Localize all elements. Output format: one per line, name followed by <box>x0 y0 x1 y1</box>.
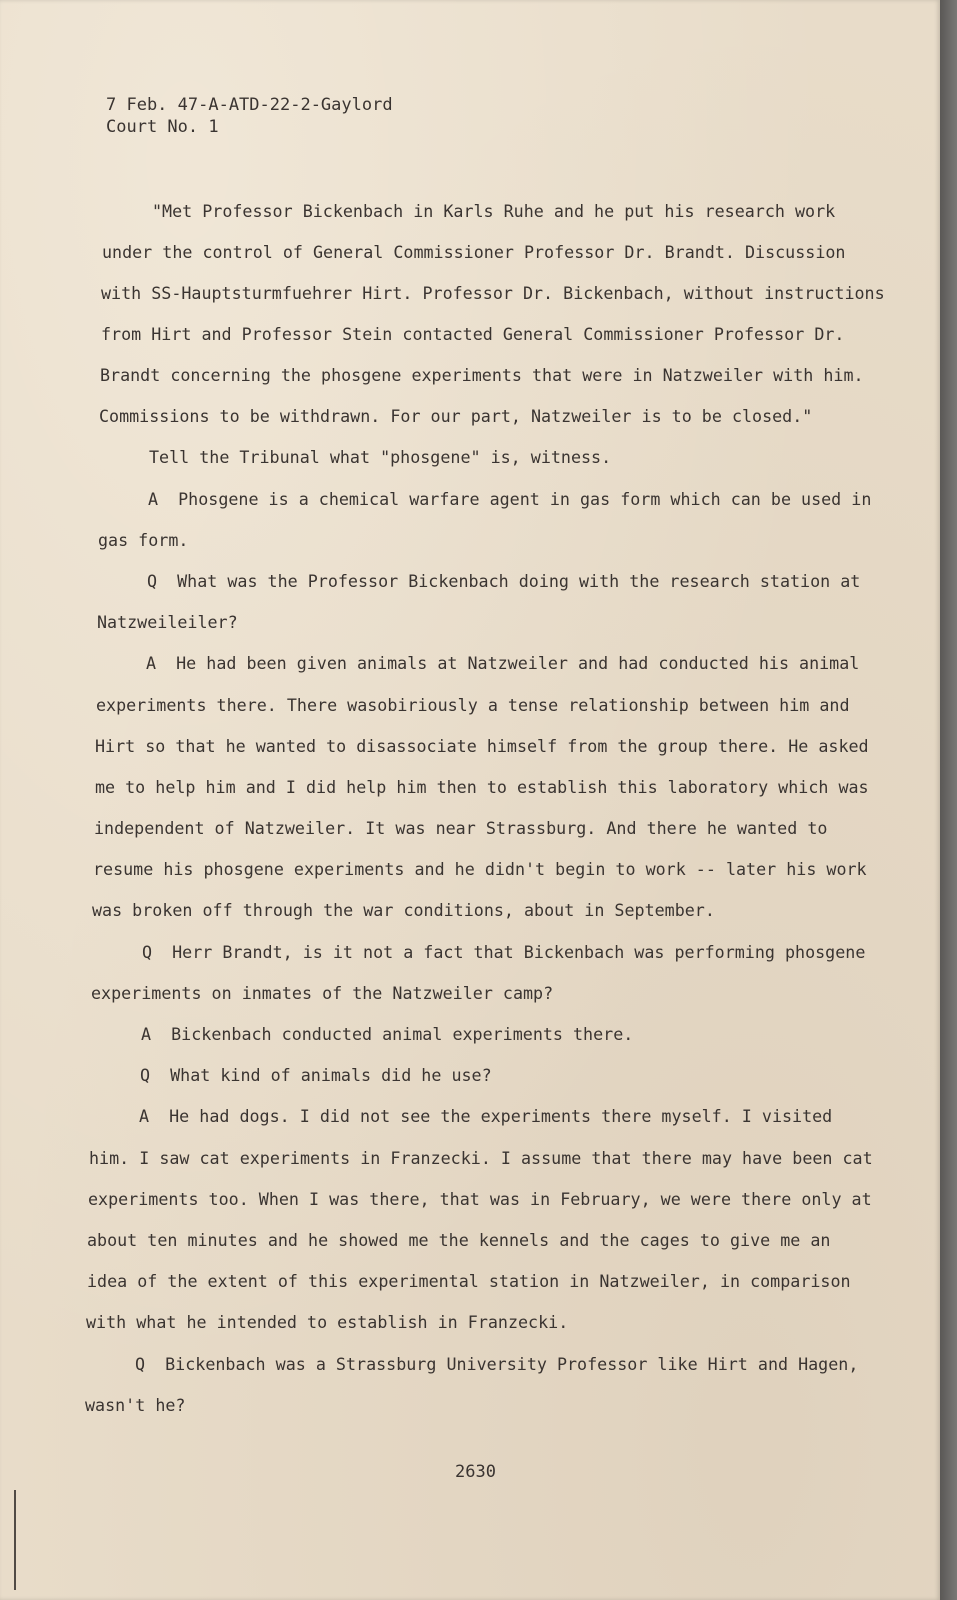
text-line: idea of the extent of this experimental station in Natzweiler, in comparison <box>87 1271 851 1291</box>
text-line: A Bickenbach conducted animal experiments there. <box>141 1024 634 1044</box>
text-line: A He had dogs. I did not see the experiments there myself. I visited <box>139 1106 833 1126</box>
text-line: Q Herr Brandt, is it not a fact that Bickenbach was performing phosgene <box>142 942 866 962</box>
header-line-2: Court No. 1 <box>106 117 219 137</box>
text-line: experiments on inmates of the Natzweiler camp? <box>91 983 554 1003</box>
text-line: Q What kind of animals did he use? <box>140 1065 492 1085</box>
text-line: was broken off through the war conditions, about in September. <box>92 900 715 920</box>
text-line: him. I saw cat experiments in Franzecki. I assume that there may have been cat <box>89 1148 873 1168</box>
document-header <box>106 94 393 138</box>
text-line: from Hirt and Professor Stein contacted General Commissioner Professor Dr. <box>101 324 845 344</box>
text-line: "Met Professor Bickenbach in Karls Ruhe and he put his research work <box>152 201 836 221</box>
text-line: A Phosgene is a chemical warfare agent in gas form which can be used in <box>148 489 872 509</box>
text-line: Brandt concerning the phosgene experiments that were in Natzweiler with him. <box>100 365 864 385</box>
text-line: Commissions to be withdrawn. For our part, Natzweiler is to be closed." <box>99 406 813 426</box>
text-line: Q What was the Professor Bickenbach doing with the research station at <box>147 571 861 591</box>
text-line: experiments there. There wasobiriously a tense relationship between him and <box>96 695 850 715</box>
page-edge-shadow <box>940 0 957 1600</box>
header-line-1: 7 Feb. 47-A-ATD-22-2-Gaylord <box>106 95 393 115</box>
text-line: Hirt so that he wanted to disassociate himself from the group there. He asked <box>95 736 869 756</box>
binding-mark <box>14 1490 16 1590</box>
text-line: Tell the Tribunal what "phosgene" is, witness. <box>149 447 612 467</box>
text-line: Natzweileiler? <box>97 612 238 632</box>
text-line: wasn't he? <box>85 1395 186 1415</box>
text-line: me to help him and I did help him then to establish this laboratory which was <box>95 777 869 797</box>
text-line: experiments too. When I was there, that was in February, we were there only at <box>88 1189 872 1209</box>
text-line: with SS-Hauptsturmfuehrer Hirt. Professor Dr. Bickenbach, without instructions <box>101 283 885 303</box>
page-number: 2630 <box>455 1462 496 1482</box>
text-line: under the control of General Commissioner Professor Dr. Brandt. Discussion <box>102 242 846 262</box>
text-line: gas form. <box>98 530 189 550</box>
text-line: with what he intended to establish in Franzecki. <box>86 1312 569 1332</box>
text-line: Q Bickenbach was a Strassburg University Professor like Hirt and Hagen, <box>135 1354 859 1374</box>
text-line: about ten minutes and he showed me the kennels and the cages to give me an <box>87 1230 831 1250</box>
text-line: A He had been given animals at Natzweiler and had conducted his animal <box>146 653 860 673</box>
text-line: resume his phosgene experiments and he didn't begin to work -- later his work <box>93 859 867 879</box>
text-line: independent of Natzweiler. It was near Strassburg. And there he wanted to <box>94 818 828 838</box>
